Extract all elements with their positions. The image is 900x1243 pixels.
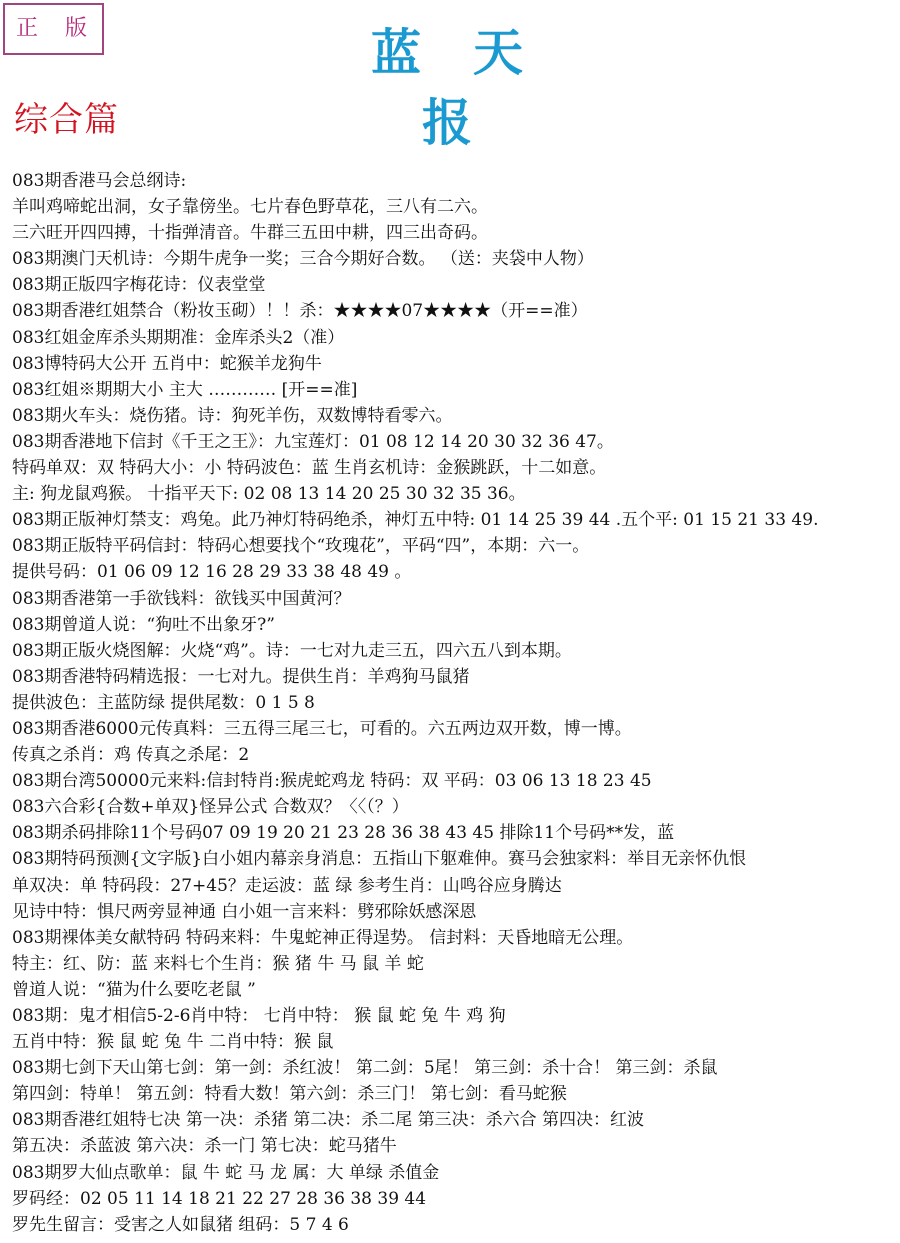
text-line: 083期香港马会总纲诗:	[12, 171, 187, 191]
text-line: 083期正版四字梅花诗：仪表堂堂	[12, 275, 266, 296]
text-line: 083期澳门天机诗：今期牛虎争一奖；三合今期好合数。 （送：夹袋中人物）	[12, 249, 594, 270]
text-line: 罗先生留言：受害之人如鼠猪 组码：5 7 4 6	[12, 1214, 349, 1235]
text-line: 提供号码：01 06 09 12 16 28 29 33 38 48 49 。	[12, 562, 412, 583]
text-line: 083期正版特平码信封：特码心想要找个“玫瑰花”，平码“四”，本期：六一。	[12, 536, 590, 557]
text-line: 罗码经：02 05 11 14 18 21 22 27 28 36 38 39 44	[12, 1188, 427, 1209]
text-line: 083期曾道人说：“狗吐不出象牙?”	[12, 614, 275, 635]
text-line: 083期台湾50000元来料:信封特肖:猴虎蛇鸡龙 特码：双 平码：03 06 13 18 23 45	[12, 771, 652, 792]
text-line: 羊叫鸡啼蛇出洞，女子靠傍坐。七片春色野草花，三八有二六。	[12, 197, 488, 218]
section-heading: 综合篇	[14, 100, 119, 140]
text-line: 083期香港特码精选报：一七对九。提供生肖：羊鸡狗马鼠猪	[12, 666, 470, 687]
text-line: 083期香港第一手欲钱料：欲钱买中国黄河？	[12, 588, 351, 609]
text-line: 传真之杀肖：鸡 传真之杀尾：2	[12, 745, 250, 766]
authentic-badge: 正 版	[3, 3, 104, 55]
text-line: 083期香港地下信封《千王之王》：九宝莲灯：01 08 12 14 20 30 32 36 47。	[12, 431, 614, 452]
text-line: 第四剑：特单！ 第五剑：特看大数！第六剑：杀三门！ 第七剑：看马蛇猴	[12, 1084, 567, 1105]
text-line: 提供波色：主蓝防绿 提供尾数：0 1 5 8	[12, 692, 315, 713]
text-line: 083期正版火烧图解：火烧“鸡”。诗：一七对九走三五，四六五八到本期。	[12, 640, 572, 661]
text-line: 第五决：杀蓝波 第六决：杀一门 第七决：蛇马猪牛	[12, 1136, 397, 1157]
article-body	[12, 168, 898, 1238]
text-line: 特主：红、防：蓝 来料七个生肖：猴 猪 牛 马 鼠 羊 蛇	[12, 953, 424, 974]
text-line: 五肖中特：猴 鼠 蛇 兔 牛 二肖中特：猴 鼠	[12, 1032, 334, 1053]
text-line: 三六旺开四四搏，十指弹清音。牛群三五田中耕，四三出奇码。	[12, 223, 488, 244]
text-line: 083期特码预测{文字版}白小姐内幕亲身消息：五指山下躯难伸。赛马会独家料：举目无亲怀仇恨	[12, 849, 747, 870]
text-line: 主: 狗龙鼠鸡猴。 十指平天下: 02 08 13 14 20 25 30 32 35 36。	[12, 484, 526, 505]
text-line: 083期香港红姐特七决 第一决：杀猪 第二决：杀二尾 第三决：杀六合 第四决：红波	[12, 1110, 645, 1131]
text-line: 083期裸体美女献特码 特码来料：牛鬼蛇神正得逞势。 信封料：天昏地暗无公理。	[12, 927, 634, 948]
text-line: 083期：鬼才相信5-2-6肖中特： 七肖中特： 猴 鼠 蛇 兔 牛 鸡 狗	[12, 1006, 506, 1026]
text-line: 083六合彩{合数+单双}怪异公式 合数双？〈〈（？）	[12, 797, 409, 818]
text-line: 083期杀码排除11个号码07 09 19 20 21 23 28 36 38 43 45 排除11个号码**发，蓝	[12, 823, 675, 844]
text-line: 083博特码大公开 五肖中：蛇猴羊龙狗牛	[12, 353, 322, 374]
text-line: 特码单双：双 特码大小：小 特码波色：蓝 生肖玄机诗：金猴跳跃，十二如意。	[12, 458, 607, 479]
text-line: 083期罗大仙点歌单：鼠 牛 蛇 马 龙 属：大 单绿 杀值金	[12, 1162, 440, 1183]
text-line: 083期七剑下天山第七剑：第一剑：杀红波！ 第二剑：5尾！ 第三剑：杀十合！ 第三剑：杀鼠	[12, 1058, 718, 1079]
text-line: 曾道人说：“猫为什么要吃老鼠 ”	[12, 979, 256, 1000]
text-line: 见诗中特：惧尺两旁显神通 白小姐一言来料：劈邪除妖感深恩	[12, 901, 477, 922]
text-line: 083期正版神灯禁支：鸡兔。此乃神灯特码绝杀，神灯五中特: 01 14 25 39 44 .五个平: 01 15 21 33 49.	[12, 510, 819, 531]
text-line: 083期香港6000元传真料：三五得三尾三七，可看的。六五两边双开数，博一博。	[12, 718, 632, 739]
text-line: 083红姐金库杀头期期准：金库杀头2（准）	[12, 327, 345, 348]
text-line: 083期火车头：烧伤猪。诗：狗死羊伤，双数博特看零六。	[12, 405, 453, 426]
text-line: 083红姐※期期大小 主大 ………… [开==准]	[12, 379, 358, 400]
text-line: 083期香港红姐禁合（粉妆玉砌）！！杀：★★★★07★★★★（开==准）	[12, 301, 588, 322]
text-line: 单双决：单 特码段：27+45？走运波：蓝 绿 参考生肖：山鸣谷应身腾达	[12, 875, 562, 896]
page-title: 蓝天报	[371, 23, 575, 152]
